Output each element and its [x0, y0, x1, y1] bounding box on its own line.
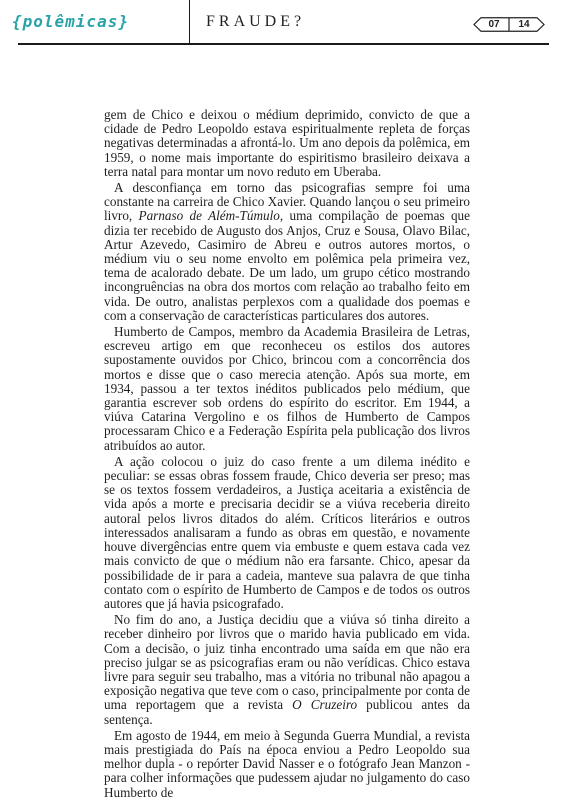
page-navigator — [473, 17, 545, 32]
article-paragraph: gem de Chico e deixou o médium deprimido, convicto de que a cidade de Pedro Leopoldo estava espiritualmente repleta de forças negativas determinadas a afrontá-lo. Um ano depois da polêmica, em 1959, o nome mais importante do espiritismo brasileiro deixava a terra natal para montar um novo reduto em Uberaba. — [104, 107, 470, 179]
magazine-section-logo: {polêmicas} — [12, 12, 129, 31]
article-paragraph: Humberto de Campos, membro da Academia Brasileira de Letras, escreveu artigo em que reconheceu os estilos dos autores supostamente ouvidos por Chico, brincou com a concorrência dos mortos e disse que o caso merecia atenção. Após sua morte, em 1934, passou a ter textos inéditos publicados pelo médium, que garantia escrever sob ordens do espírito do escritor. Em 1944, a viúva Catarina Vergolino e os filhos de Humberto de Campos processaram Chico e a Federação Espírita pela publicação dos livros atribuídos ao autor. — [104, 324, 470, 453]
article-paragraph: A ação colocou o juiz do caso frente a um dilema inédito e peculiar: se essas obras fossem fraude, Chico deveria ser preso; mas se os textos fossem verdadeiros, a Justiça aceitaria a existência de vida após a morte e precisaria decidir se a viúva receberia direito autoral pelos livros ditados do além. Críticos literários e outros interessados analisaram a fundo as obras em questão, e novamente houve divergências entre quem via embuste e quem estava cada vez mais convicto de que o médium não era farsante. Chico, apesar da possibilidade de ir para a cadeia, manteve sua palavra de que tinha contato com o espírito de Humberto de Campos e de todos os outros autores que já havia psicografado. — [104, 453, 470, 611]
page-header — [0, 0, 567, 44]
article-paragraph: No fim do ano, a Justiça decidiu que a viúva só tinha direito a receber dinheiro por livros que o marido havia publicado em vida. Com a decisão, o juiz tinha encontrado uma saída em que não era preciso julgar se as psicografias eram ou não verídicas. Chico estava livre para seguir seu trabalho, mas a vitória no tribunal não apagou a exposição negativa que teve com o caso, principalmente por conta de uma reportagem que a revista O Cruzeiro publicou antes da sentença. — [104, 612, 470, 727]
article-body — [104, 108, 470, 802]
book-title: Parnaso de Além-Túmulo — [138, 208, 280, 224]
section-title: FRAUDE? — [206, 13, 306, 30]
header-divider — [189, 0, 190, 44]
article-paragraph: Em agosto de 1944, em meio à Segunda Guerra Mundial, a revista mais prestigiada do País na época enviou a Pedro Leopoldo sua melhor dupla - o repórter David Nasser e o fotógrafo Jean Manzon - para colher informações que pudessem ajudar no julgamento do caso Humberto de — [104, 727, 470, 800]
article-paragraph: A desconfiança em torno das psicografias sempre foi uma constante na carreira de Chico Xavier. Quando lançou o seu primeiro livro, Parnaso de Além-Túmulo, uma compilação de poemas que dizia ter recebido de Augusto dos Anjos, Cruz e Sousa, Olavo Bilac, Artur Azevedo, Casimiro de Abreu e outros autores mortos, o médium viu o seu nome envolto em polêmica pela primeira vez, tema de acalorado debate. De um lado, um grupo cético mostrando incongruências na obra dos mortos com relação ao trabalho feito em vida. De outro, analistas perplexos com a qualidade dos poemas e com a conservação de características particulares dos autores. — [104, 180, 470, 323]
current-page-number: 07 — [488, 19, 500, 30]
header-rule — [18, 43, 549, 45]
total-pages-number: 14 — [518, 19, 530, 30]
chevron-right-icon[interactable] — [535, 17, 545, 32]
magazine-title: O Cruzeiro — [292, 697, 358, 713]
